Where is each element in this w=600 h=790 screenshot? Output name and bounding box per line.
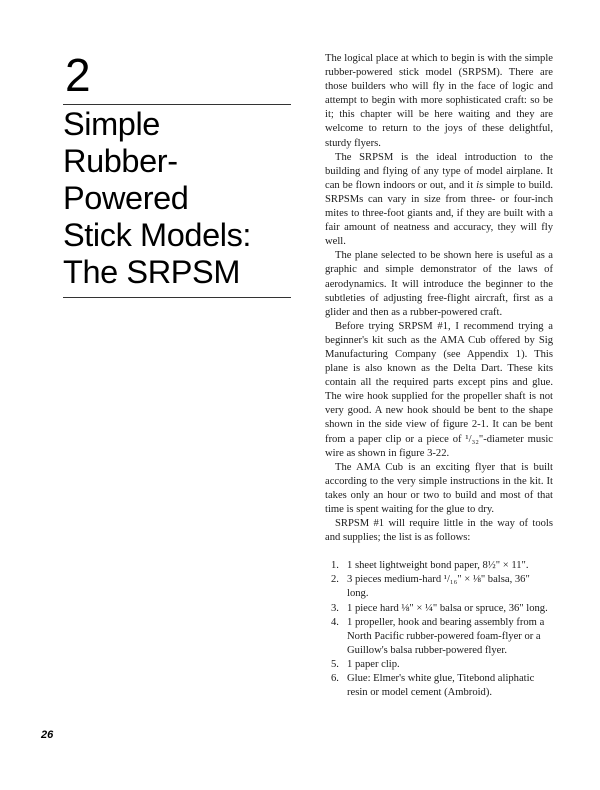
chapter-title-line: Rubber- [63,143,178,179]
list-text: 3 pieces medium-hard ¹/₁₆" × ⅛" balsa, 36" long. [347,574,530,600]
chapter-title-line: Stick Models: [63,217,252,253]
list-item [325,672,553,700]
list-number: 3. [331,602,339,614]
body-text [325,52,553,700]
list-text: 1 sheet lightweight bond paper, 8½" × 11". [347,560,529,572]
top-rule [63,104,291,105]
paragraph-text: The SRPSM is the ideal introduction to the building and flying of any type of model airplane. It can be flown indoors or out, and it [325,151,553,191]
list-item [325,658,553,672]
paragraph [325,151,553,250]
list-number: 2. [331,574,339,586]
page-number: 26 [41,729,54,741]
list-text: 1 paper clip. [347,658,400,670]
paragraph: The logical place at which to begin is with the simple rubber-powered stick model (SRPSM). There are those builders who will fly in the face of logic and attempt to begin with more sophisticated craft: so be it; this chapter will be here waiting and they are welcome to return to the joys of these delightful, sturdy flyers. [325,53,553,149]
list-item [325,573,553,601]
chapter-heading [63,49,295,298]
chapter-title-line: The SRPSM [63,254,241,290]
paragraph: The plane selected to be shown here is useful as a graphic and simple demonstrator of the laws of aerodynamics. It will introduce the beginner to the subtleties of adjusting free-flight aircraft, first as a glider and then as a rubber-powered craft. [325,250,553,318]
list-number: 5. [331,658,339,670]
list-item [325,602,553,616]
emphasis: is [476,179,484,191]
paragraph: The AMA Cub is an exciting flyer that is built according to the very simple instructions in the kit. It takes only an hour or two to build and most of that time is spent waiting for the glue to dry. [325,461,553,515]
list-number: 6. [331,673,339,685]
list-text: 1 propeller, hook and bearing assembly from a North Pacific rubber-powered foam-flyer or a Guillow's balsa rubber-powered flyer. [347,616,545,656]
chapter-number: 2 [65,49,91,101]
chapter-title [63,106,295,291]
list-text: Glue: Elmer's white glue, Titebond aliphatic resin or model cement (Ambroid). [347,673,535,699]
bottom-rule [63,297,291,298]
list-number: 4. [331,616,339,628]
list-item [325,559,553,573]
chapter-title-line: Simple [63,106,160,142]
chapter-title-line: Powered [63,180,189,216]
list-number: 1. [331,560,339,572]
list-text: 1 piece hard ⅛" × ¼" balsa or spruce, 36" long. [347,602,548,614]
paragraph: SRPSM #1 will require little in the way of tools and supplies; the list is as follows: [325,518,553,544]
paragraph: Before trying SRPSM #1, I recommend trying a beginner's kit such as the AMA Cub offered by Sig Manufacturing Company (see Appendix 1). This plane is also known as the Delta Dart. These kits contain all the required parts except pins and glue. The wire hook supplied for the propeller shaft is not very good. A new hook should be bent to the shape shown in the side view of figure 2-1. It can be bent from a paper clip or a piece of ¹/₃₂"-diameter music wire as shown in figure 3-22. [325,320,553,459]
supplies-list [325,559,553,700]
paragraph-text: simple to build. SRPSMs can vary in size from three- or four-inch mites to three-foot giants and, if they are built with a fair amount of neatness and accuracy, they will fly well. [325,179,554,248]
list-item [325,616,553,658]
